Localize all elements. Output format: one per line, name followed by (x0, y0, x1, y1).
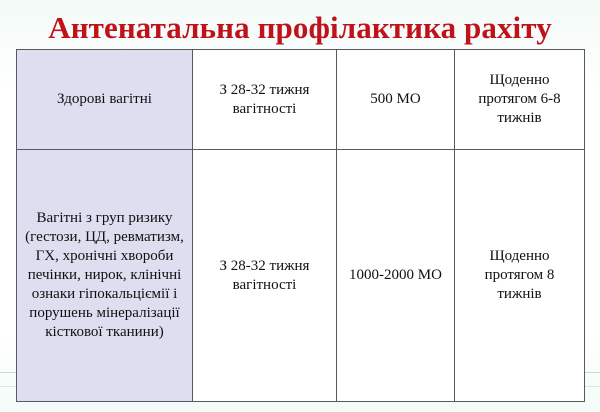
term-cell (193, 150, 337, 402)
schedule-cell (455, 50, 585, 150)
schedule-text: Щоденно протягом 6-8 тижнів (478, 72, 561, 126)
group-cell (17, 50, 193, 150)
group-text: Вагітні з груп ризику (гестози, ЦД, ревматизм, ГХ, хронічні хвороби печінки, нирок, клінічні ознаки гіпокальціємії і порушень мінералізації кісткової тканини) (25, 210, 184, 340)
schedule-cell (455, 150, 585, 402)
dose-cell (337, 150, 455, 402)
group-cell (17, 150, 193, 402)
group-text: Здорові вагітні (57, 91, 152, 107)
prophylaxis-table (16, 49, 585, 402)
table-row-healthy (17, 50, 585, 150)
dose-cell (337, 50, 455, 150)
slide-title: Антенатальна профілактика рахіту (48, 10, 552, 45)
dose-text: 1000-2000 МО (349, 267, 442, 283)
schedule-text: Щоденно протягом 8 тижнів (484, 248, 555, 302)
table-row-risk-group (17, 150, 585, 402)
term-text: З 28-32 тижня вагітності (219, 81, 310, 117)
term-text: З 28-32 тижня вагітності (219, 257, 310, 293)
term-cell (193, 50, 337, 150)
dose-text: 500 МО (370, 91, 421, 107)
